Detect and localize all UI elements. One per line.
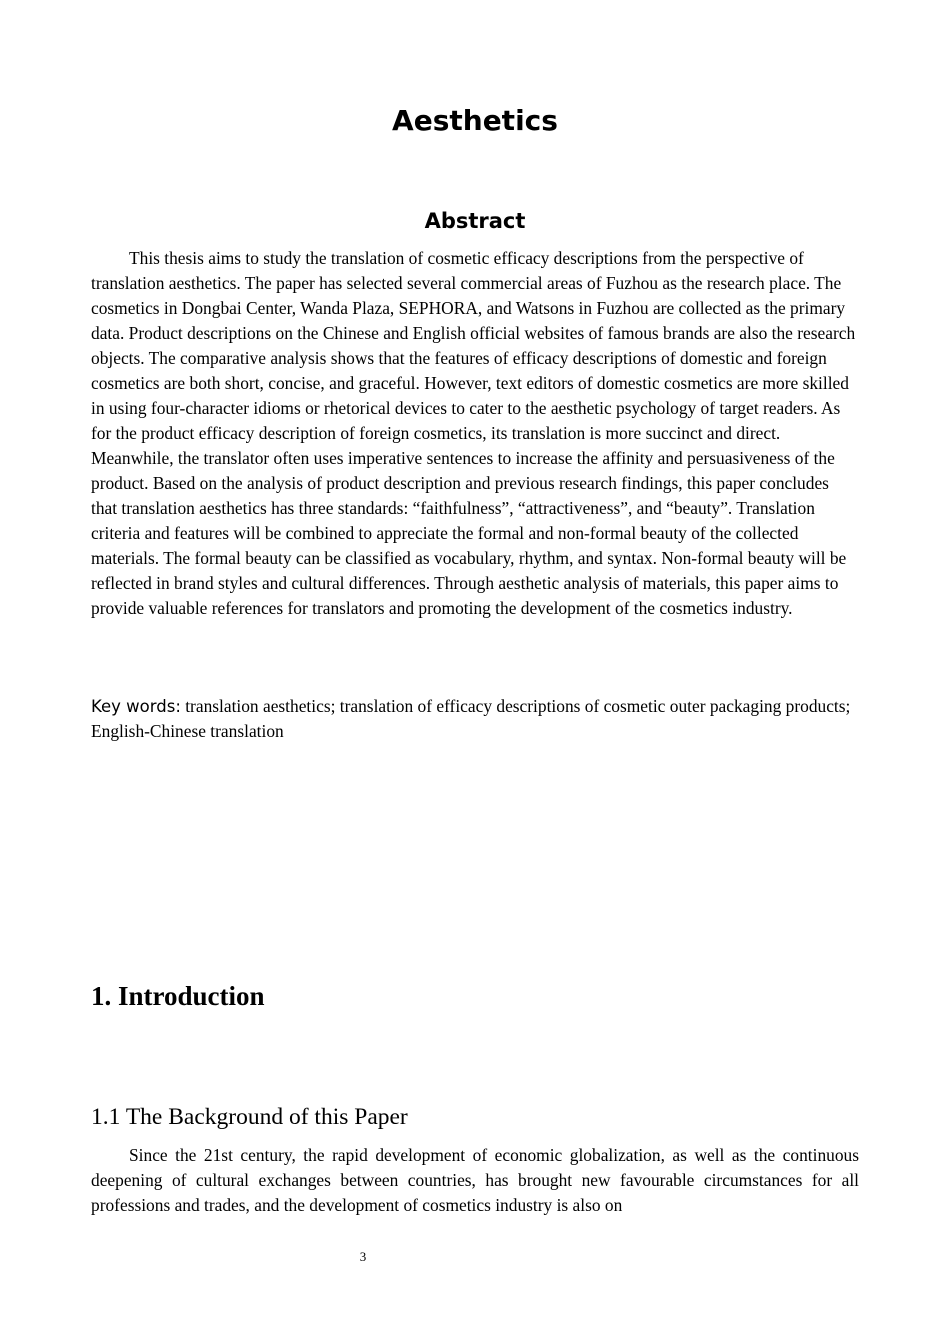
abstract-heading: Abstract [424,209,526,233]
subsection-heading-background: 1.1 The Background of this Paper [91,1104,408,1130]
keywords-paragraph [91,694,859,744]
page-number: 3 [359,1249,367,1264]
keywords-text: translation aesthetics; translation of efficacy descriptions of cosmetic outer packaging products; English-Chinese translation [91,696,851,741]
document-title: Aesthetics [392,104,558,137]
background-paragraph: Since the 21st century, the rapid development of economic globalization, as well as the continuous deepening of cultural exchanges between countries, has brought new favourable circumstances for all professions and trades, and the development of cosmetics industry is also on [91,1145,859,1215]
keywords-label: Key words: [91,697,181,716]
section-heading-introduction: 1. Introduction [91,981,265,1011]
abstract-paragraph: This thesis aims to study the translation of cosmetic efficacy descriptions from the perspective of translation aesthetics. The paper has selected several commercial areas of Fuzhou as the research place. The cosmetics in Dongbai Center, Wanda Plaza, SEPHORA, and Watsons in Fuzhou are collected as the primary data. Product descriptions on the Chinese and English official websites of famous brands are also the research objects. The comparative analysis shows that the features of efficacy descriptions of domestic and foreign cosmetics are both short, concise, and graceful. However, text editors of domestic cosmetics are more skilled in using four-character idioms or rhetorical devices to cater to the aesthetic psychology of target readers. As for the product efficacy description of foreign cosmetics, its translation is more succinct and direct. Meanwhile, the translator often uses imperative sentences to increase the affinity and persuasiveness of the product. Based on the analysis of product description and previous research findings, this paper concludes that translation aesthetics has three standards: “faithfulness”, “attractiveness”, and “beauty”. Translation criteria and features will be combined to appreciate the formal and non-formal beauty of the collected materials. The formal beauty can be classified as vocabulary, rhythm, and syntax. Non-formal beauty will be reflected in brand styles and cultural differences. Through aesthetic analysis of materials, this paper aims to provide valuable references for translators and promoting the development of the cosmetics industry. [91,248,856,618]
